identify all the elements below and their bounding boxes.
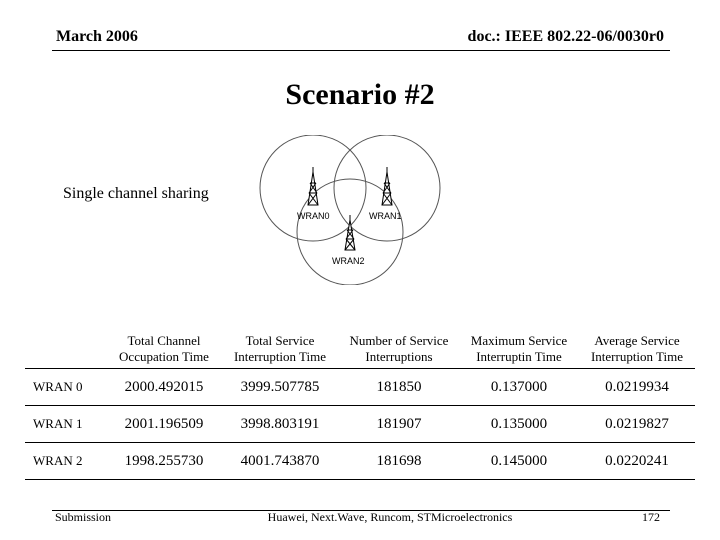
table-cell: 0.145000 <box>459 443 579 480</box>
table-cell: 3999.507785 <box>221 369 339 406</box>
header-rule <box>52 50 670 51</box>
table-cell: 0.0219827 <box>579 406 695 443</box>
table-row <box>25 443 695 480</box>
results-table <box>25 330 695 480</box>
table-cell: 0.135000 <box>459 406 579 443</box>
table-row <box>25 406 695 443</box>
table-cell: 181698 <box>339 443 459 480</box>
wran2-tower-icon <box>345 215 355 250</box>
col-header: Average Service Interruption Time <box>579 330 695 369</box>
table-cell: 1998.255730 <box>107 443 221 480</box>
col-header: Total Channel Occupation Time <box>107 330 221 369</box>
page-number: 172 <box>642 510 660 524</box>
header-doc-id: doc.: IEEE 802.22-06/0030r0 <box>467 28 664 45</box>
col-header: Number of Service Interruptions <box>339 330 459 369</box>
table-cell: 0.137000 <box>459 369 579 406</box>
table-cell: 3998.803191 <box>221 406 339 443</box>
wran2-label: WRAN2 <box>332 256 365 266</box>
wran0-label: WRAN0 <box>297 211 330 221</box>
table-header-row <box>25 330 695 369</box>
row-label: WRAN 1 <box>25 406 107 443</box>
table-cell: 0.0220241 <box>579 443 695 480</box>
table-row <box>25 369 695 406</box>
table-cell: 0.0219934 <box>579 369 695 406</box>
wran1-label: WRAN1 <box>369 211 402 221</box>
table-cell: 181907 <box>339 406 459 443</box>
coverage-diagram <box>255 135 445 285</box>
col-header: Maximum Service Interruptin Time <box>459 330 579 369</box>
row-label: WRAN 0 <box>25 369 107 406</box>
slide-subtitle: Single channel sharing <box>63 185 209 202</box>
table-cell: 181850 <box>339 369 459 406</box>
corner-cell <box>25 330 107 369</box>
row-label: WRAN 2 <box>25 443 107 480</box>
wran1-tower-icon <box>382 167 392 205</box>
footer-submission: Submission <box>55 510 112 524</box>
table-cell: 2000.492015 <box>107 369 221 406</box>
table-cell: 4001.743870 <box>221 443 339 480</box>
footer-authors: Huawei, Next.Wave, Runcom, STMicroelectronics <box>267 510 513 524</box>
slide-title: Scenario #2 <box>285 78 435 111</box>
wran0-tower-icon <box>308 167 318 205</box>
table-cell: 2001.196509 <box>107 406 221 443</box>
header-date: March 2006 <box>56 28 138 45</box>
col-header: Total Service Interruption Time <box>221 330 339 369</box>
